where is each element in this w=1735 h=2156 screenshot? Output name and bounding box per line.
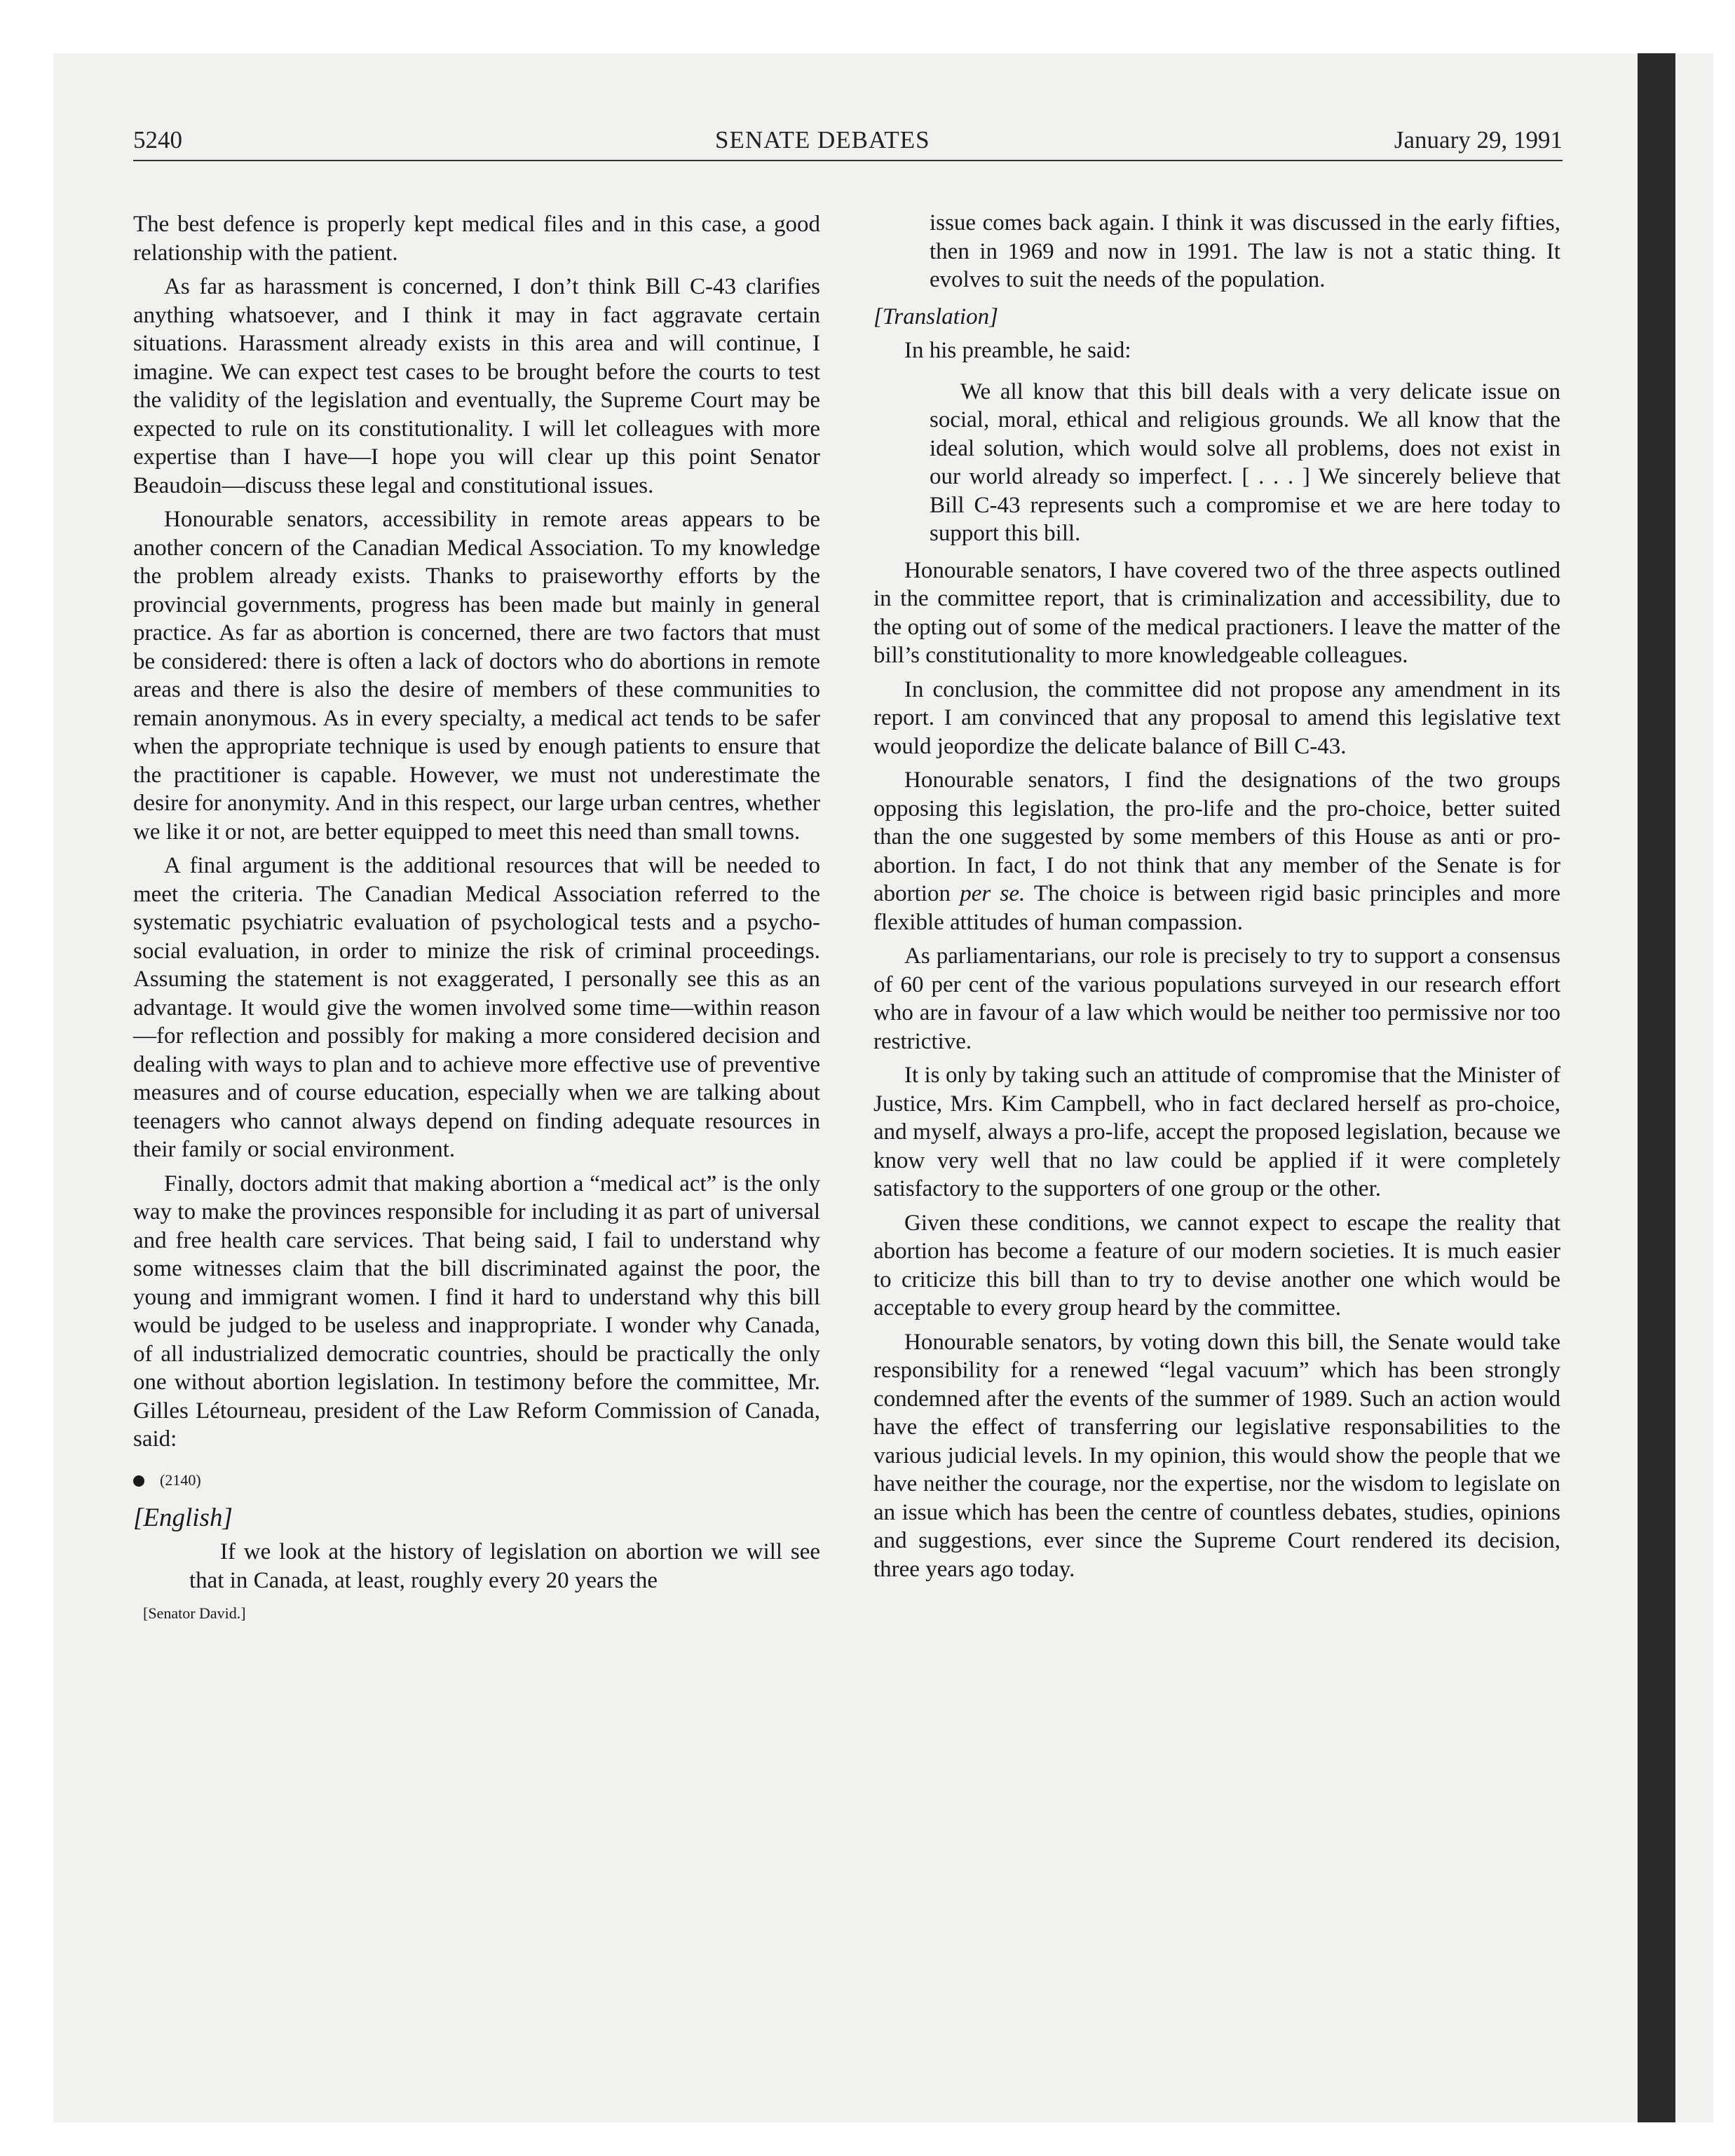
paragraph: It is only by taking such an attitude of compromise that the Minister of Justice, Mrs. Kim Campbell, who in fact declared herself as pro-choice, and myself, always a pro-life, accept the proposed legislation, because we know very well that no law could be applied if it were completely satisfactory to the supporters of one group or the other. [873,1063,1560,1201]
paragraph: Honourable senators, accessibility in remote areas appears to be another concern of the Canadian Medical Association. To my knowledge the problem already exists. Thanks to praiseworthy efforts by the provincial governments, progress has been made but mainly in general practice. As far as abortion is concerned, there are two factors that must be considered: there is often a lack of doctors who do abortions in remote areas and there is also the desire of members of these communities to remain anonymous. As in every specialty, a medical act tends to be safer when the appropriate technique is used by enough patients to ensure that the practitioner is capable. However, we must not underestimate the desire for anonymity. And in this respect, our large urban centres, whether we like it or not, are better equipped to meet this need than small towns. [133,507,820,845]
paragraph: Honourable senators, I have covered two of the three aspects outlined in the committee report, that is criminalization and accessibility, due to the opting out of some of the medical practioners. I leave the matter of the bill’s constitutionality to more knowledgeable colleagues. [873,557,1560,668]
paragraph: In conclusion, the committee did not propose any amendment in its report. I am convinced that any proposal to amend this legislative text would jeopordize the delicate balance of Bill C-43. [873,676,1560,759]
language-label: [English] [133,1503,233,1532]
paragraph-text: Honourable senators, I find the designations of the two groups opposing this legislation, the pro-life and the pro-choice, better suited than the one suggested by some members of this House as anti or pro-abortion. In fact, I do not think that any member of the Senate is for abortion [873,767,1560,906]
block-quote: If we look at the history of legislation on abortion we will see that in Canada, at least, roughly every 20 years the [189,1539,820,1593]
paragraph: As far as harassment is concerned, I don’t think Bill C-43 clarifies anything whatsoever, and I think it may in fact aggravate certain situations. Harassment already exists in this area and will continue, I imagine. We can expect test cases to be brought before the courts to test the validity of the legislation and eventually, the Supreme Court may be expected to rule on its constitutionality. I will let colleagues with more expertise than I have—I hope you will clear up this point Senator Beaudoin—discuss these legal and constitutional issues. [133,274,820,498]
right-column [873,209,1560,1589]
scan-edge-bar [1638,53,1675,2122]
left-column [133,210,820,1624]
bullet-icon [133,1475,144,1487]
quote-intro: In his preamble, he said: [904,338,1131,363]
time-marker-text: (2140) [160,1471,201,1489]
publication-title: SENATE DEBATES [715,126,930,153]
page-number: 5240 [133,126,182,153]
paragraph: Finally, doctors admit that making abortion a “medical act” is the only way to make the provinces responsible for including it as part of universal and free health care services. That being said, I fail to understand why some witnesses claim that the bill discriminated against the poor, the young and immigrant women. I find it hard to understand why this bill would be judged to be useless and inappropriate. I wonder why Canada, of all industrialized democratic countries, should be practically the only one without abortion legislation. In testimony before the committee, Mr. Gilles Létourneau, president of the Law Reform Commission of Canada, said: [133,1171,820,1452]
paragraph: The best defence is properly kept medical files and in this case, a good relationship with the patient. [133,212,820,266]
paragraph [873,766,1560,936]
header-rule [133,160,1563,161]
language-label: [Translation] [873,303,998,329]
paragraph-text: The choice is between rigid basic principles and more flexible attitudes of human compassion. [873,881,1561,935]
paragraph: A final argument is the additional resources that will be needed to meet the criteria. The Canadian Medical Association referred to the systematic psychiatric evaluation of psychological tests and a psycho-social evaluation, in order to minize the risk of criminal proceedings. Assuming the statement is not exaggerated, I personally see this as an advantage. It would give the women involved some time—within reason—for reflection and possibly for making a more considered decision and dealing with ways to plan and to achieve more effective use of preventive measures and of course education, especially when we are talking about teenagers who cannot always depend on finding adequate resources in their family or social environment. [133,853,820,1162]
publication-date: January 29, 1991 [1394,126,1563,153]
block-quote-continued: issue comes back again. I think it was discussed in the early fifties, then in 1969 and now in 1991. The law is not a static thing. It evolves to suit the needs of the population. [930,210,1560,292]
paragraph: Honourable senators, by voting down this bill, the Senate would take responsibility for a renewed “legal vacuum” which has been strongly condemned after the events of the summer of 1989. Such an action would have the effect of transferring our legislative responsabilities to the various judicial levels. In my opinion, this would show the people that we have neither the courage, nor the expertise, nor the wisdom to legislate on an issue which has been the centre of countless debates, studies, opinions and suggestions, ever since the Supreme Court rendered its decision, three years ago today. [873,1329,1560,1582]
block-quote: We all know that this bill deals with a very delicate issue on social, moral, ethical and religious grounds. We all know that the ideal solution, which would solve all problems, does not exist in our world already so imperfect. [ . . . ] We sincerely believe that Bill C-43 represents such a compromise et we are here today to support this bill. [930,378,1560,546]
latin-phrase: per se. [960,881,1026,906]
time-marker [133,1466,820,1494]
paragraph: Given these conditions, we cannot expect to escape the reality that abortion has become a feature of our modern societies. It is much easier to criticize this bill than to try to devise another one which would be acceptable to every group heard by the committee. [873,1210,1560,1321]
footer-note: [Senator David.] [143,1604,246,1622]
paragraph: As parliamentarians, our role is precisely to try to support a consensus of 60 per cent of the various populations surveyed in our research effort who are in favour of a law which would be neither too permissive nor too restrictive. [873,943,1560,1054]
